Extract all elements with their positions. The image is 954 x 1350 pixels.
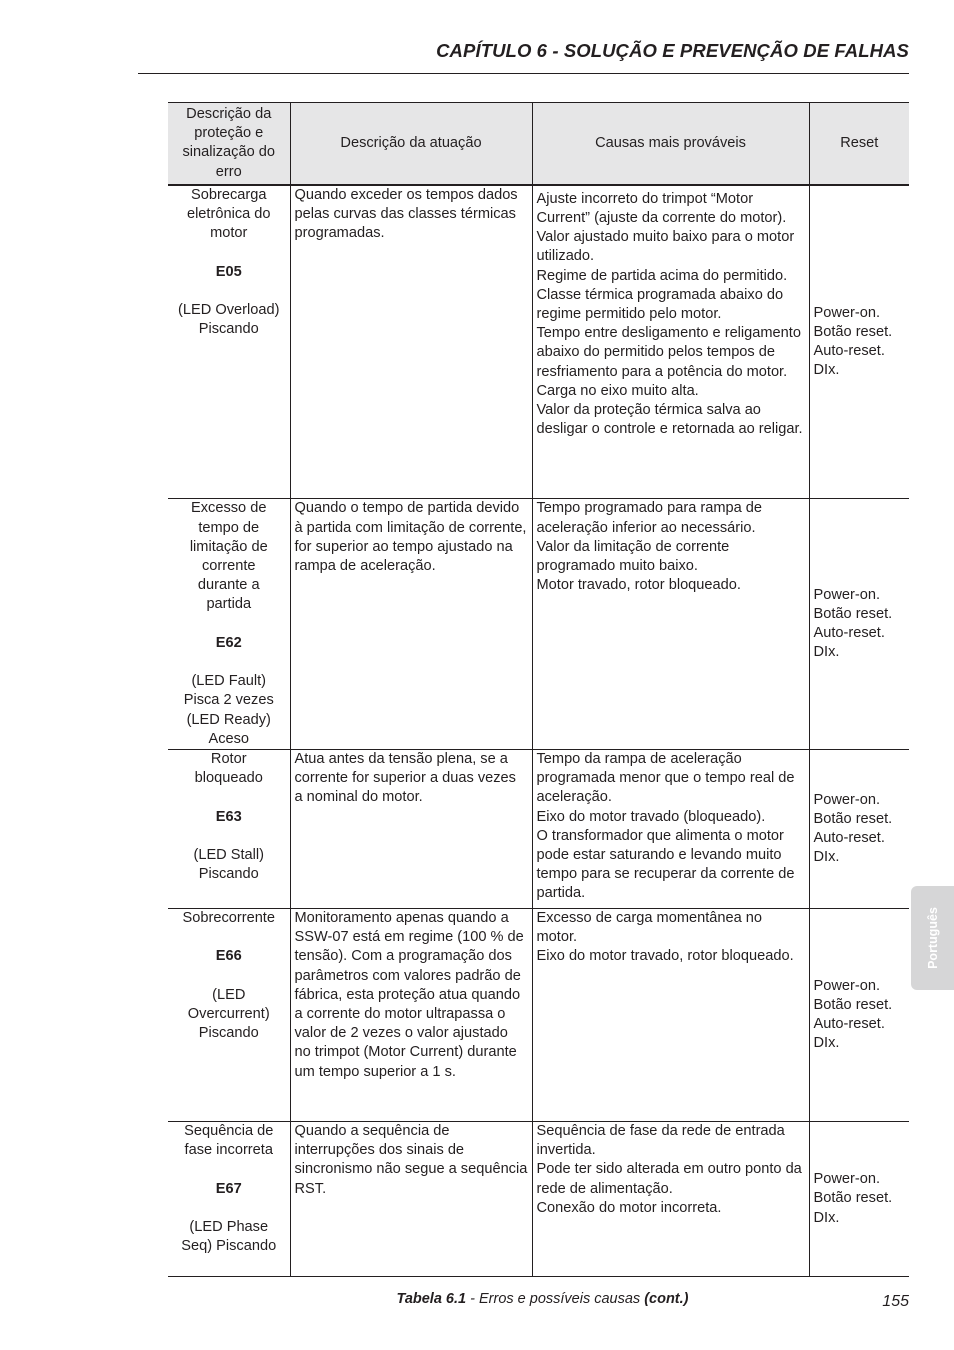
reset-option: DIx. [813, 1035, 840, 1052]
reset-option: Auto-reset. [813, 1015, 885, 1032]
table-row [168, 185, 909, 499]
cause-item: Eixo do motor travado, rotor bloqueado. [536, 948, 794, 965]
cause-item: Excesso de carga momentânea no motor. [536, 909, 763, 946]
protection-cell [168, 749, 290, 908]
reset-option: Botão reset. [813, 996, 893, 1013]
causes-cell [532, 749, 809, 908]
error-code: E66 [215, 948, 242, 965]
cause-item: Regime de partida acima do permitido. [536, 267, 788, 284]
reset-option: Power-on. [813, 586, 881, 603]
action-cell: Atua antes da tensão plena, se a corrente for superior a duas vezes a nominal do motor. [290, 749, 532, 908]
cause-item: Ajuste incorreto do trimpot “Motor Current” (ajuste da corrente do motor). Valor ajustado muito baixo para o motor utilizado. [536, 190, 795, 265]
page-number: 155 [882, 1293, 909, 1310]
cause-item: Tempo da rampa de aceleração programada menor que o tempo real de aceleração. [536, 750, 795, 806]
reset-option: DIx. [813, 1209, 840, 1226]
cause-item: Valor da limitação de corrente programado muito baixo. [536, 538, 730, 574]
error-code: E63 [215, 808, 242, 825]
caption-label: Tabela 6.1 [396, 1291, 467, 1307]
fault-table [168, 102, 909, 1277]
header-probable-causes: Causas mais prováveis [532, 103, 809, 185]
reset-cell [809, 749, 909, 908]
reset-option: Power-on. [813, 304, 881, 321]
reset-option: Power-on. [813, 1171, 881, 1188]
action-cell: Quando o tempo de partida devido à partida com limitação de corrente, for superior ao tempo ajustado na rampa de aceleração. [290, 499, 532, 750]
header-rule [138, 73, 909, 74]
cause-item: Tempo entre desligamento e religamento abaixo do permitido pelos tempos de resfriamento para a potência do motor. [536, 325, 801, 380]
action-cell: Quando exceder os tempos dados pelas curvas das classes térmicas programadas. [290, 185, 532, 499]
led-indication: (LED Overload) Piscando [178, 302, 280, 338]
error-code: E67 [215, 1180, 242, 1197]
reset-cell [809, 185, 909, 499]
protection-name: Sobrecorrente [182, 909, 275, 926]
protection-name: Sequência de fase incorreta [184, 1122, 274, 1159]
causes-cell [532, 499, 809, 750]
table-caption [0, 1291, 954, 1307]
caption-suffix: (cont.) [644, 1291, 689, 1307]
reset-option: Auto-reset. [813, 625, 885, 642]
caption-separator: - [466, 1291, 479, 1307]
protection-name: Sobrecarga eletrônica do motor [186, 186, 271, 242]
reset-option: DIx. [813, 644, 840, 661]
reset-option: Auto-reset. [813, 343, 885, 360]
protection-cell [168, 499, 290, 750]
language-tab-label: Português [925, 907, 940, 969]
reset-option: Botão reset. [813, 1190, 893, 1207]
reset-option: Auto-reset. [813, 829, 885, 846]
table-row [168, 499, 909, 750]
action-cell: Quando a sequência de interrupções dos sinais de sincronismo não segue a sequência RST. [290, 1121, 532, 1276]
error-code: E05 [215, 263, 242, 280]
header-protection-description: Descrição da proteção e sinalização do erro [168, 103, 290, 185]
led-indication: (LED Phase Seq) Piscando [181, 1218, 277, 1255]
led-indication: (LED Stall) Piscando [193, 846, 265, 883]
table-header-row [168, 103, 909, 185]
table-row [168, 749, 909, 908]
led-indication: (LED Fault) Pisca 2 vezes (LED Ready) Aceso [183, 673, 274, 747]
reset-cell [809, 499, 909, 750]
table-row [168, 908, 909, 1121]
protection-cell [168, 908, 290, 1121]
causes-cell [532, 908, 809, 1121]
reset-option: Power-on. [813, 791, 881, 808]
cause-item: Tempo programado para rampa de aceleração inferior ao necessário. [536, 500, 763, 536]
cause-item: Eixo do motor travado (bloqueado). [536, 808, 766, 825]
protection-cell [168, 185, 290, 499]
language-tab [911, 886, 954, 990]
led-indication: (LED Overcurrent) Piscando [187, 986, 270, 1042]
error-code: E62 [215, 634, 242, 651]
reset-option: Power-on. [813, 977, 881, 994]
table-row [168, 1121, 909, 1276]
cause-item: Carga no eixo muito alta. [536, 382, 699, 399]
reset-cell [809, 908, 909, 1121]
reset-cell [809, 1121, 909, 1276]
protection-name: Rotor bloqueado [194, 750, 263, 787]
protection-name: Excesso de tempo de limitação de corrente durante a partida [189, 500, 268, 613]
reset-option: Botão reset. [813, 810, 893, 827]
cause-item: Pode ter sido alterada em outro ponto da rede de alimentação. [536, 1161, 802, 1197]
chapter-title: CAPÍTULO 6 - SOLUÇÃO E PREVENÇÃO DE FALHAS [436, 40, 909, 61]
reset-option: Botão reset. [813, 605, 893, 622]
causes-cell [532, 1121, 809, 1276]
action-cell: Monitoramento apenas quando a SSW-07 está em regime (100 % de tensão). Com a programação dos parâmetros com valores padrão de fábrica, esta proteção atua quando a corrente do motor ultrapassa o valor de 2 vezes o valor ajustado no trimpot (Motor Current) durante um tempo superior a 1 s. [290, 908, 532, 1121]
cause-item: Conexão do motor incorreta. [536, 1199, 722, 1216]
cause-item: Classe térmica programada abaixo do regime permitido pelo motor. [536, 286, 784, 323]
cause-item: Valor da proteção térmica salva ao desligar o controle e retornada ao religar. [536, 402, 803, 438]
header-reset: Reset [809, 103, 909, 185]
cause-item: Motor travado, rotor bloqueado. [536, 577, 741, 594]
reset-option: Botão reset. [813, 323, 893, 340]
caption-text: Erros e possíveis causas [478, 1291, 641, 1307]
reset-option: DIx. [813, 849, 840, 866]
causes-cell [532, 185, 809, 499]
cause-item: Sequência de fase da rede de entrada invertida. [536, 1122, 785, 1159]
reset-option: DIx. [813, 362, 840, 379]
protection-cell [168, 1121, 290, 1276]
header-action-description: Descrição da atuação [290, 103, 532, 185]
cause-item: O transformador que alimenta o motor pode estar saturando e levando muito tempo para se recuperar da corrente de partida. [536, 827, 795, 902]
